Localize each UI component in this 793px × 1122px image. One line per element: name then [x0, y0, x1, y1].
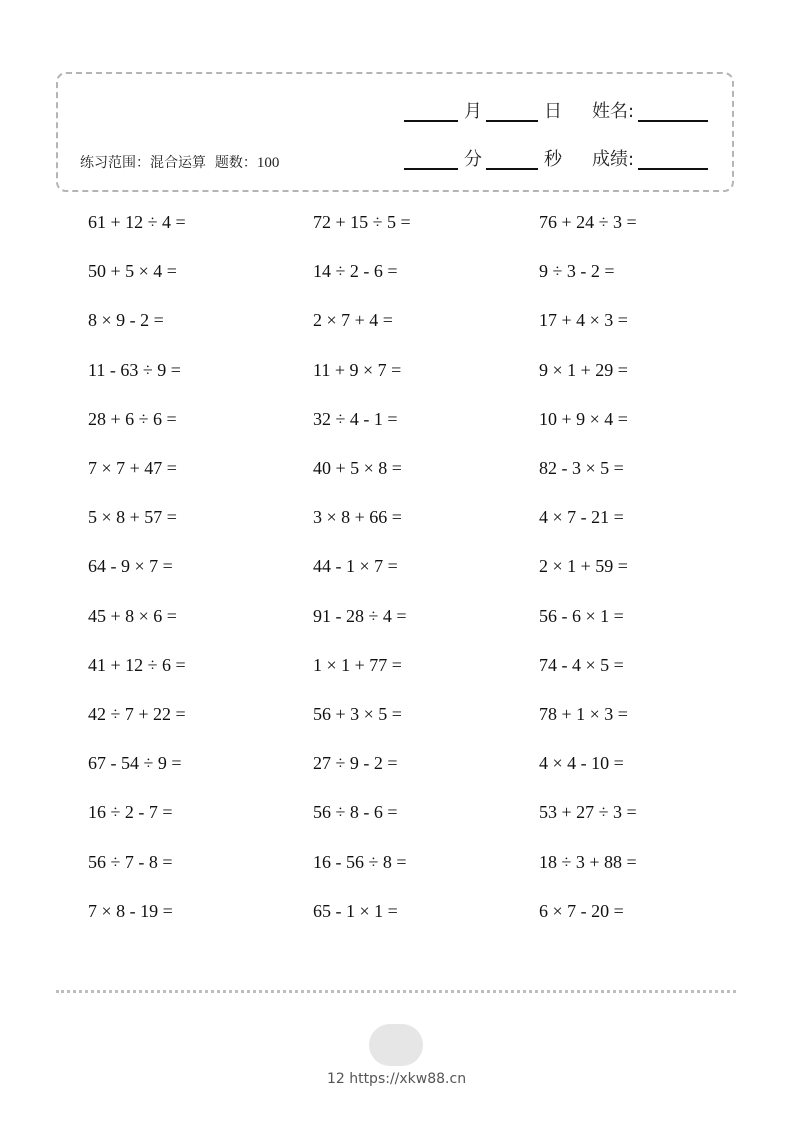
- question-item: 42 ÷ 7 + 22 =: [88, 704, 186, 724]
- question-item: 7 × 8 - 19 =: [88, 900, 173, 921]
- question-item: 82 - 3 × 5 =: [539, 458, 624, 478]
- page-footer: 12 https://xkw88.cn: [326, 1071, 467, 1087]
- question-item: 56 ÷ 8 - 6 =: [313, 802, 398, 823]
- name-label: 姓名:: [592, 101, 635, 122]
- question-item: 14 ÷ 2 - 6 =: [313, 261, 398, 282]
- question-item: 16 - 56 ÷ 8 =: [313, 851, 407, 872]
- month-blank: [404, 100, 458, 122]
- question-item: 74 - 4 × 5 =: [539, 654, 624, 675]
- question-item: 41 + 12 ÷ 6 =: [88, 654, 186, 675]
- question-item: 9 × 1 + 29 =: [539, 359, 628, 380]
- practice-scope: [80, 152, 279, 172]
- question-item: 45 + 8 × 6 =: [88, 605, 177, 626]
- question-item: 18 ÷ 3 + 88 =: [539, 851, 637, 872]
- question-item: 2 × 1 + 59 =: [539, 556, 628, 577]
- question-item: 78 + 1 × 3 =: [539, 704, 628, 724]
- question-item: 72 + 15 ÷ 5 =: [313, 212, 411, 232]
- question-item: 10 + 9 × 4 =: [539, 408, 628, 429]
- question-item: 9 ÷ 3 - 2 =: [539, 261, 615, 282]
- minute-label: 分: [464, 149, 482, 170]
- score-blank: [638, 148, 708, 170]
- question-item: 6 × 7 - 20 =: [539, 900, 624, 921]
- time-score-row: [404, 148, 708, 170]
- question-item: 16 ÷ 2 - 7 =: [88, 802, 173, 823]
- question-item: 56 + 3 × 5 =: [313, 704, 402, 724]
- bottom-divider: [56, 990, 736, 993]
- question-item: 56 - 6 × 1 =: [539, 605, 624, 626]
- question-item: 11 + 9 × 7 =: [313, 359, 402, 380]
- worksheet-header: [56, 72, 734, 192]
- question-item: 50 + 5 × 4 =: [88, 261, 177, 282]
- question-item: 40 + 5 × 8 =: [313, 458, 402, 478]
- question-item: 32 ÷ 4 - 1 =: [313, 408, 398, 429]
- count-value: 100: [256, 155, 280, 171]
- date-name-row: [404, 100, 708, 122]
- question-item: 17 + 4 × 3 =: [539, 310, 628, 331]
- question-item: 67 - 54 ÷ 9 =: [88, 753, 182, 774]
- question-item: 91 - 28 ÷ 4 =: [313, 605, 407, 626]
- month-label: 月: [464, 101, 482, 122]
- question-item: 11 - 63 ÷ 9 =: [88, 359, 181, 380]
- question-item: 61 + 12 ÷ 4 =: [88, 212, 186, 232]
- question-item: 2 × 7 + 4 =: [313, 310, 393, 331]
- question-item: 7 × 7 + 47 =: [88, 458, 177, 478]
- question-item: 5 × 8 + 57 =: [88, 507, 177, 528]
- question-item: 8 × 9 - 2 =: [88, 310, 164, 331]
- minute-blank: [404, 148, 458, 170]
- question-item: 53 + 27 ÷ 3 =: [539, 802, 637, 823]
- question-item: 4 × 4 - 10 =: [539, 753, 624, 774]
- question-item: 4 × 7 - 21 =: [539, 507, 624, 528]
- question-item: 65 - 1 × 1 =: [313, 900, 398, 921]
- question-item: 27 ÷ 9 - 2 =: [313, 753, 398, 774]
- question-item: 64 - 9 × 7 =: [88, 556, 173, 577]
- score-label: 成绩:: [592, 149, 635, 170]
- question-item: 3 × 8 + 66 =: [313, 507, 402, 528]
- question-item: 56 ÷ 7 - 8 =: [88, 851, 173, 872]
- second-label: 秒: [544, 149, 562, 170]
- scope-label: 练习范围：混合运算: [80, 155, 206, 171]
- question-item: 76 + 24 ÷ 3 =: [539, 212, 637, 232]
- question-item: 44 - 1 × 7 =: [313, 556, 398, 577]
- page-badge: [369, 1024, 423, 1066]
- name-blank: [638, 100, 708, 122]
- question-item: 28 + 6 ÷ 6 =: [88, 408, 177, 429]
- second-blank: [486, 148, 538, 170]
- day-blank: [486, 100, 538, 122]
- count-label: 题数：: [214, 155, 257, 171]
- question-item: 1 × 1 + 77 =: [313, 654, 402, 675]
- day-label: 日: [544, 101, 562, 122]
